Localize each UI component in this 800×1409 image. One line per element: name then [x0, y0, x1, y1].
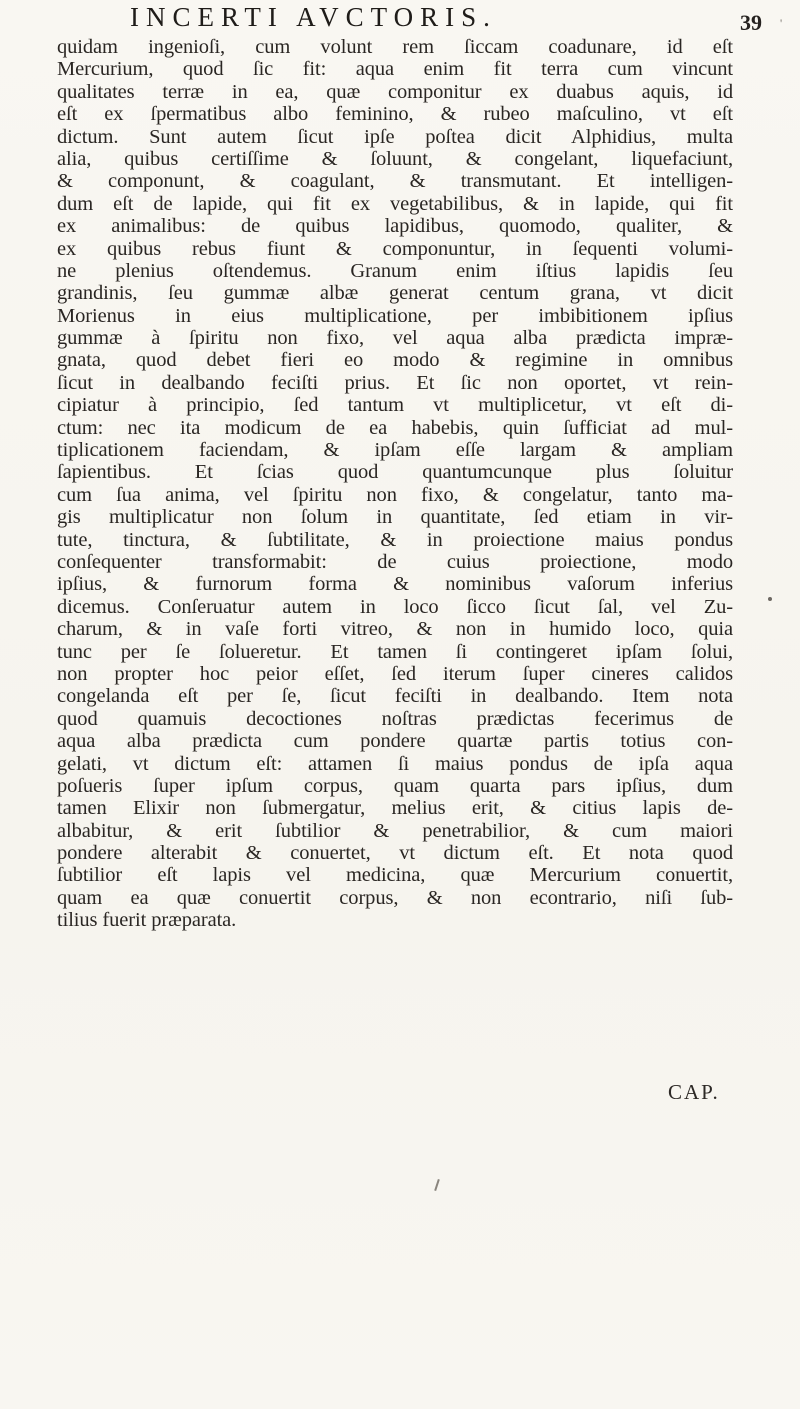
catchword: CAP.: [668, 1080, 720, 1104]
text-line: Mercurium, quod ſic fit: aqua enim fit terra cum vincunt: [57, 58, 733, 81]
text-line: tute, tinctura, & ſubtilitate, & in proiectione maius pondus: [57, 528, 733, 551]
margin-ink-dot: [768, 597, 772, 601]
text-line-last: tilius fuerit præparata.: [57, 909, 237, 932]
page-number: 39: [740, 10, 762, 35]
text-line: ctum: nec ita modicum de ea habebis, quin ſufficiat ad mul-: [57, 416, 733, 439]
text-line: tiplicationem faciendam, & ipſam eſſe largam & ampliam: [57, 439, 733, 462]
text-line: dicemus. Conſeruatur autem in loco ſicco ſicut ſal, vel Zu-: [57, 595, 733, 618]
text-line: tamen Elixir non ſubmergatur, melius erit, & citius lapis de-: [57, 797, 733, 820]
text-line: qualitates terræ in ea, quæ componitur ex duabus aquis, id: [57, 80, 733, 103]
text-line: quidam ingenioſi, cum volunt rem ſiccam coadunare, id eſt: [57, 36, 733, 58]
text-line: tunc per ſe ſolueretur. Et tamen ſi contingeret ipſam ſolui,: [57, 640, 733, 663]
text-line: pondere alterabit & conuertet, vt dictum eſt. Et nota quod: [57, 842, 733, 865]
corner-mark: ': [780, 16, 783, 30]
text-line: cipiatur à principio, ſed tantum vt multiplicetur, vt eſt di-: [57, 394, 733, 417]
text-line: eſt ex ſpermatibus albo feminino, & rubeo maſculino, vt eſt: [57, 103, 733, 126]
body-text: [57, 36, 733, 932]
text-line: gummæ à ſpiritu non fixo, vel aqua alba prædicta impræ-: [57, 327, 733, 350]
text-line: quod quamuis decoctiones noſtras prædictas fecerimus de: [57, 707, 733, 730]
text-line: poſueris ſuper ipſum corpus, quam quarta pars ipſius, dum: [57, 774, 733, 797]
text-line: conſequenter transformabit: de cuius proiectione, modo: [57, 550, 733, 573]
text-line: ipſius, & furnorum forma & nominibus vaſorum inferius: [57, 573, 733, 596]
text-line: ex quibus rebus fiunt & componuntur, in ſequenti volumi-: [57, 237, 733, 260]
text-line: alia, quibus certiſſime & ſoluunt, & congelant, liquefaciunt,: [57, 147, 733, 170]
text-line: dictum. Sunt autem ſicut ipſe poſtea dicit Alphidius, multa: [57, 125, 733, 148]
text-line: ſubtilior eſt lapis vel medicina, quæ Mercurium conuertit,: [57, 864, 733, 887]
text-line: gnata, quod debet fieri eo modo & regimine in omnibus: [57, 349, 733, 372]
text-line: charum, & in vaſe forti vitreo, & non in humido loco, quia: [57, 618, 733, 641]
text-line: ex animalibus: de quibus lapidibus, quomodo, qualiter, &: [57, 215, 733, 238]
text-line: cum ſua anima, vel ſpiritu non fixo, & congelatur, tanto ma-: [57, 483, 733, 506]
running-title: INCERTI AVCTORIS.: [130, 2, 497, 32]
text-line: dum eſt de lapide, qui fit ex vegetabilibus, & in lapide, qui fit: [57, 192, 733, 215]
text-line: aqua alba prædicta cum pondere quartæ partis totius con-: [57, 730, 733, 753]
text-line: & componunt, & coagulant, & transmutant. Et intelligen-: [57, 170, 733, 193]
text-line: gis multiplicatur non ſolum in quantitate, ſed etiam in vir-: [57, 506, 733, 529]
text-line: albabitur, & erit ſubtilior & penetrabilior, & cum maiori: [57, 819, 733, 842]
text-line: congelanda eſt per ſe, ſicut feciſti in dealbando. Item nota: [57, 685, 733, 708]
text-line: non propter hoc peior eſſet, ſed iterum ſuper cineres calidos: [57, 662, 733, 685]
text-line: gelati, vt dictum eſt: attamen ſi maius pondus de ipſa aqua: [57, 752, 733, 775]
text-line: ſapientibus. Et ſcias quod quantumcunque plus ſoluitur: [57, 461, 733, 484]
running-head: [0, 2, 800, 38]
text-line: ſicut in dealbando feciſti prius. Et ſic non oportet, vt rein-: [57, 371, 733, 394]
text-line: ne plenius oſtendemus. Granum enim iſtius lapidis ſeu: [57, 259, 733, 282]
ink-mark: [434, 1179, 440, 1191]
text-line: quam ea quæ conuertit corpus, & non econtrario, niſi ſub-: [57, 886, 733, 909]
text-line: Morienus in eius multiplicatione, per imbibitionem ipſius: [57, 304, 733, 327]
text-line: grandinis, ſeu gummæ albæ generat centum grana, vt dicit: [57, 282, 733, 305]
